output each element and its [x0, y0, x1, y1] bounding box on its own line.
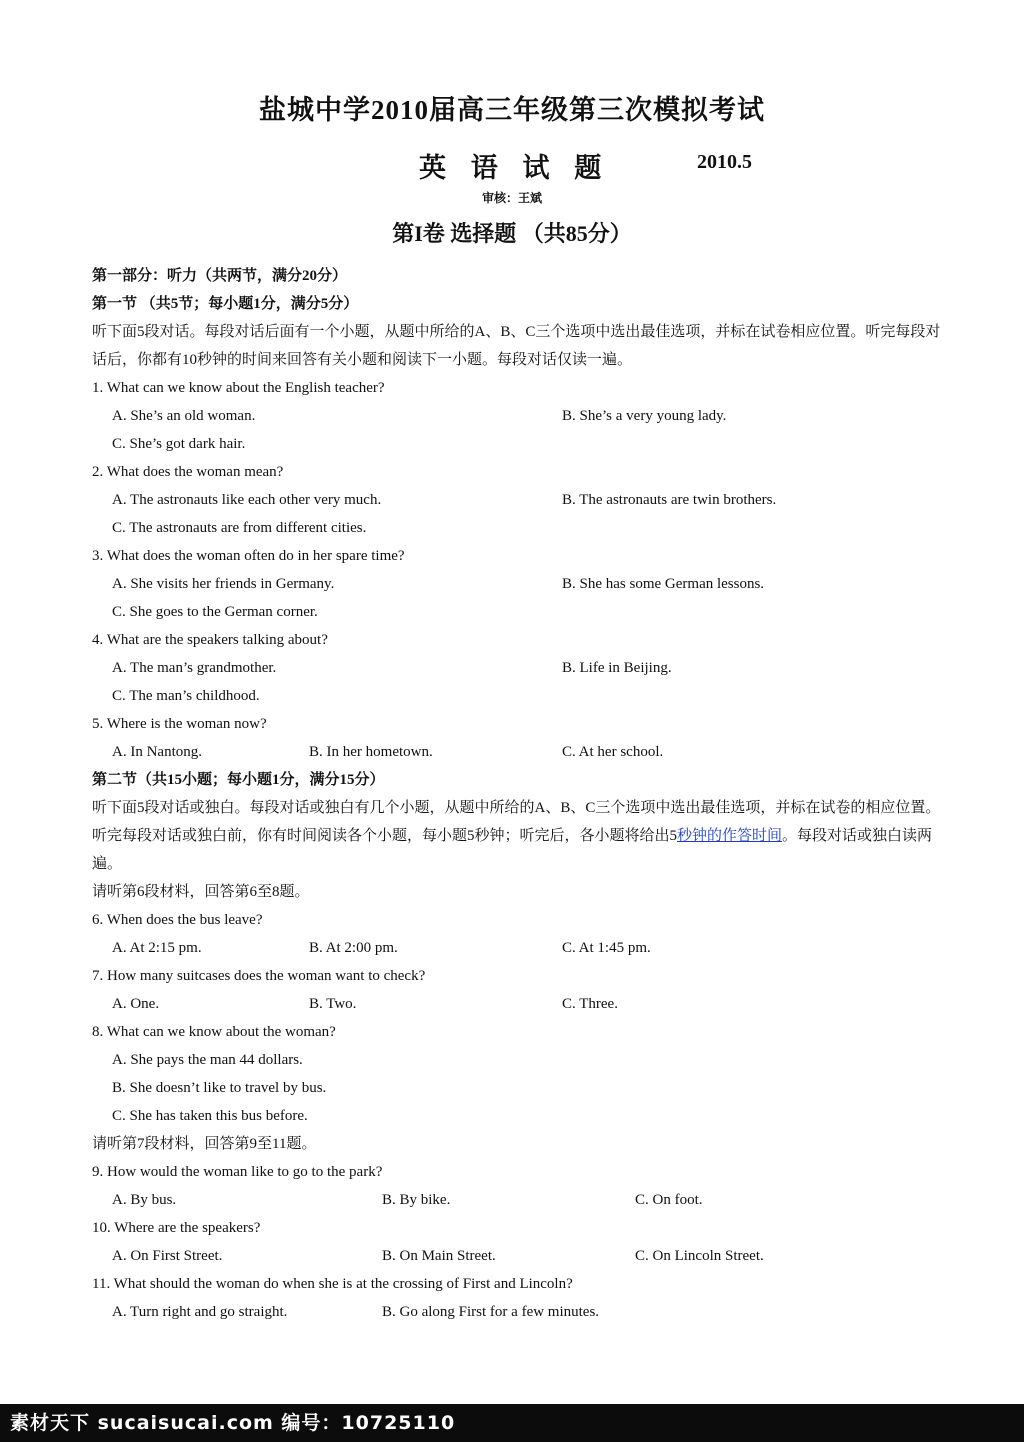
volume-title: 第I卷 选择题 （共85分）	[392, 221, 632, 246]
question-8-option-b-row	[92, 1074, 942, 1102]
question-8-option-a-row	[92, 1046, 942, 1074]
option-a: A. In Nantong.	[112, 744, 202, 760]
material-7-instruction: 请听第7段材料，回答第9至11题。	[92, 1136, 317, 1152]
exam-subtitle: 英 语 试 题	[419, 153, 611, 183]
option-c: C. She goes to the German corner.	[112, 604, 318, 620]
option-b: B. She’s a very young lady.	[562, 408, 727, 424]
question-8-option-c-row	[92, 1102, 942, 1130]
option-c: C. At her school.	[562, 744, 664, 760]
option-c: C. The astronauts are from different cities.	[112, 520, 367, 536]
answer-time-link[interactable]: 秒钟的作答时间	[677, 828, 783, 844]
option-a: A. By bus.	[112, 1192, 177, 1208]
section2-instructions	[92, 794, 942, 878]
option-c: C. The man’s childhood.	[112, 688, 260, 704]
question-5: 5. Where is the woman now?	[92, 716, 267, 732]
question-7-options	[92, 990, 942, 1018]
option-b: B. Two.	[309, 996, 357, 1012]
option-b: B. At 2:00 pm.	[309, 940, 398, 956]
question-3-options	[92, 570, 942, 598]
question-4: 4. What are the speakers talking about?	[92, 632, 328, 648]
question-2-options-2	[92, 514, 942, 542]
option-a: A. She pays the man 44 dollars.	[112, 1052, 303, 1068]
option-c: C. At 1:45 pm.	[562, 940, 651, 956]
question-10-options	[92, 1242, 942, 1270]
part1-heading: 第一部分：听力（共两节，满分20分）	[92, 268, 348, 284]
question-5-options	[92, 738, 942, 766]
option-c: C. She’s got dark hair.	[112, 436, 246, 452]
watermark-bar: 素材天下 sucaisucai.com 编号：10725110	[0, 1404, 1024, 1442]
section1-heading: 第一节 （共5节；每小题1分，满分5分）	[92, 296, 359, 312]
option-a: A. The man’s grandmother.	[112, 660, 277, 676]
option-c: C. She has taken this bus before.	[112, 1108, 308, 1124]
question-1-options	[92, 402, 942, 430]
option-c: C. On foot.	[635, 1192, 703, 1208]
option-a: A. Turn right and go straight.	[112, 1304, 288, 1320]
section2-instructions-part-a: 听下面5段对话或独白。每段对话或独白有几个小题，从题中所给的A、B、C三个选项中选出最佳选项，并标在试卷的相应位置。听完每段对话或独白前，你有时间阅读各个小题，每小题5秒钟；听完后，各小题将给出5	[92, 800, 941, 844]
question-3: 3. What does the woman often do in her spare time?	[92, 548, 405, 564]
material-6-instruction: 请听第6段材料，回答第6至8题。	[92, 884, 310, 900]
option-a: A. The astronauts like each other very much.	[112, 492, 382, 508]
question-8: 8. What can we know about the woman?	[92, 1024, 336, 1040]
option-b: B. The astronauts are twin brothers.	[562, 492, 777, 508]
question-1-options-2	[92, 430, 942, 458]
question-6: 6. When does the bus leave?	[92, 912, 263, 928]
reviewer-line: 审核：王斌	[481, 191, 542, 205]
option-b: B. She has some German lessons.	[562, 576, 765, 592]
option-c: C. Three.	[562, 996, 618, 1012]
question-11-options	[92, 1298, 942, 1326]
question-4-options	[92, 654, 942, 682]
exam-date: 2010.5	[697, 151, 752, 173]
question-2: 2. What does the woman mean?	[92, 464, 284, 480]
question-10: 10. Where are the speakers?	[92, 1220, 261, 1236]
option-a: A. She visits her friends in Germany.	[112, 576, 335, 592]
option-c: C. On Lincoln Street.	[635, 1248, 764, 1264]
question-4-options-2	[92, 682, 942, 710]
option-b: B. She doesn’t like to travel by bus.	[112, 1080, 327, 1096]
option-b: B. By bike.	[382, 1192, 451, 1208]
section1-instructions: 听下面5段对话。每段对话后面有一个小题，从题中所给的A、B、C三个选项中选出最佳选项，并标在试卷相应位置。听完每段对话后，你都有10秒钟的时间来回答有关小题和阅读下一小题。每段对话仅读一遍。	[92, 324, 941, 368]
question-2-options	[92, 486, 942, 514]
section2-instructions-part-b: 。每段对话或独白读两遍。	[92, 828, 933, 872]
option-b: B. Life in Beijing.	[562, 660, 672, 676]
question-9-options	[92, 1186, 942, 1214]
question-7: 7. How many suitcases does the woman want to check?	[92, 968, 426, 984]
option-a: A. She’s an old woman.	[112, 408, 256, 424]
exam-content	[92, 262, 942, 1326]
question-6-options	[92, 934, 942, 962]
question-1: 1. What can we know about the English teacher?	[92, 380, 385, 396]
option-a: A. On First Street.	[112, 1248, 223, 1264]
option-b: B. Go along First for a few minutes.	[382, 1304, 600, 1320]
option-a: A. One.	[112, 996, 160, 1012]
exam-title: 盐城中学2010届高三年级第三次模拟考试	[259, 95, 765, 125]
section2-heading: 第二节（共15小题；每小题1分，满分15分）	[92, 772, 385, 788]
option-a: A. At 2:15 pm.	[112, 940, 202, 956]
question-9: 9. How would the woman like to go to the park?	[92, 1164, 383, 1180]
option-b: B. In her hometown.	[309, 744, 433, 760]
question-11: 11. What should the woman do when she is at the crossing of First and Lincoln?	[92, 1276, 573, 1292]
option-b: B. On Main Street.	[382, 1248, 496, 1264]
question-3-options-2	[92, 598, 942, 626]
